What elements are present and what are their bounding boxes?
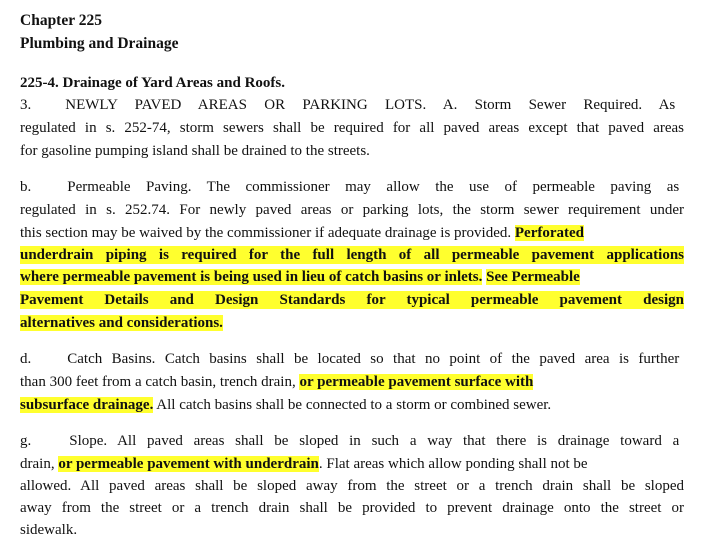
- chapter-title: Plumbing and Drainage: [20, 35, 179, 52]
- paragraph-g-line-4: away from the street or a trench drain shall be provided to prevent drainage onto the street or: [20, 500, 684, 516]
- paragraph-b-line-2: regulated in s. 252.74. For newly paved areas or parking lots, the storm sewer requirement under: [20, 202, 684, 218]
- paragraph-b-line-7: [20, 314, 223, 332]
- paragraph-b-line-6: [20, 291, 684, 309]
- paragraph-d-text-1: Catch Basins. Catch basins shall be located so that no point of the paved area is further: [67, 351, 680, 367]
- paragraph-b-text-3: this section may be waived by the commissioner if adequate drainage is provided.: [20, 225, 512, 241]
- paragraph-g-text-1: Slope. All paved areas shall be sloped in such a way that there is drainage toward a: [69, 433, 680, 449]
- highlight-lieu-of-catch-basins: where permeable pavement is being used in lieu of catch basins or inlets.: [20, 269, 483, 285]
- paragraph-3-line-3: for gasoline pumping island shall be drained to the streets.: [20, 143, 370, 159]
- paragraph-d-line-1: [20, 350, 679, 368]
- paragraph-d-text-3: All catch basins shall be connected to a storm or combined sewer.: [156, 397, 552, 413]
- paragraph-3-line-1: [20, 96, 675, 114]
- paragraph-d-text-2: than 300 feet from a catch basin, trench drain,: [20, 374, 296, 390]
- paragraph-3-line-2: regulated in s. 252-74, storm sewers shall be required for all paved areas except that paved areas: [20, 120, 684, 136]
- paragraph-b-line-1: [20, 178, 679, 196]
- paragraph-g-line-2: [20, 455, 588, 473]
- chapter-number: Chapter 225: [20, 12, 102, 29]
- highlight-subsurface-drainage: subsurface drainage.: [20, 397, 154, 413]
- paragraph-b-line-4: [20, 246, 684, 264]
- paragraph-g-drain: drain,: [20, 456, 55, 472]
- highlight-underdrain: or permeable pavement with underdrain: [58, 456, 319, 472]
- paragraph-g-line-1: [20, 432, 679, 450]
- highlight-permeable-surface: or permeable pavement surface with: [299, 374, 534, 390]
- section-heading: 225-4. Drainage of Yard Areas and Roofs.: [20, 75, 285, 91]
- paragraph-b-text-1: Permeable Paving. The commissioner may allow the use of permeable paving as: [67, 179, 680, 195]
- paragraph-g-number: g.: [20, 433, 32, 449]
- highlight-alternatives: alternatives and considerations.: [20, 315, 223, 331]
- paragraph-g-line-5: sidewalk.: [20, 522, 78, 538]
- highlight-perforated: Perforated: [514, 225, 585, 241]
- paragraph-3-text-1: NEWLY PAVED AREAS OR PARKING LOTS. A. Storm Sewer Required. As: [65, 97, 676, 113]
- paragraph-d-line-2: [20, 373, 533, 391]
- paragraph-d-line-3: [20, 396, 551, 414]
- highlight-design-standards: Pavement Details and Design Standards for typical permeable pavement design: [20, 292, 684, 308]
- paragraph-b-line-5: [20, 268, 580, 286]
- highlight-see-permeable: See Permeable: [486, 269, 580, 285]
- paragraph-g-text-2: . Flat areas which allow ponding shall not be: [318, 456, 588, 472]
- paragraph-3-number: 3.: [20, 97, 32, 113]
- paragraph-b-line-3: [20, 224, 584, 242]
- paragraph-d-number: d.: [20, 351, 32, 367]
- paragraph-b-number: b.: [20, 179, 32, 195]
- paragraph-g-line-3: allowed. All paved areas shall be sloped away from the street or a trench drain shall be sloped: [20, 478, 684, 494]
- highlight-underdrain-requirement: underdrain piping is required for the full length of all permeable pavement applications: [20, 247, 684, 263]
